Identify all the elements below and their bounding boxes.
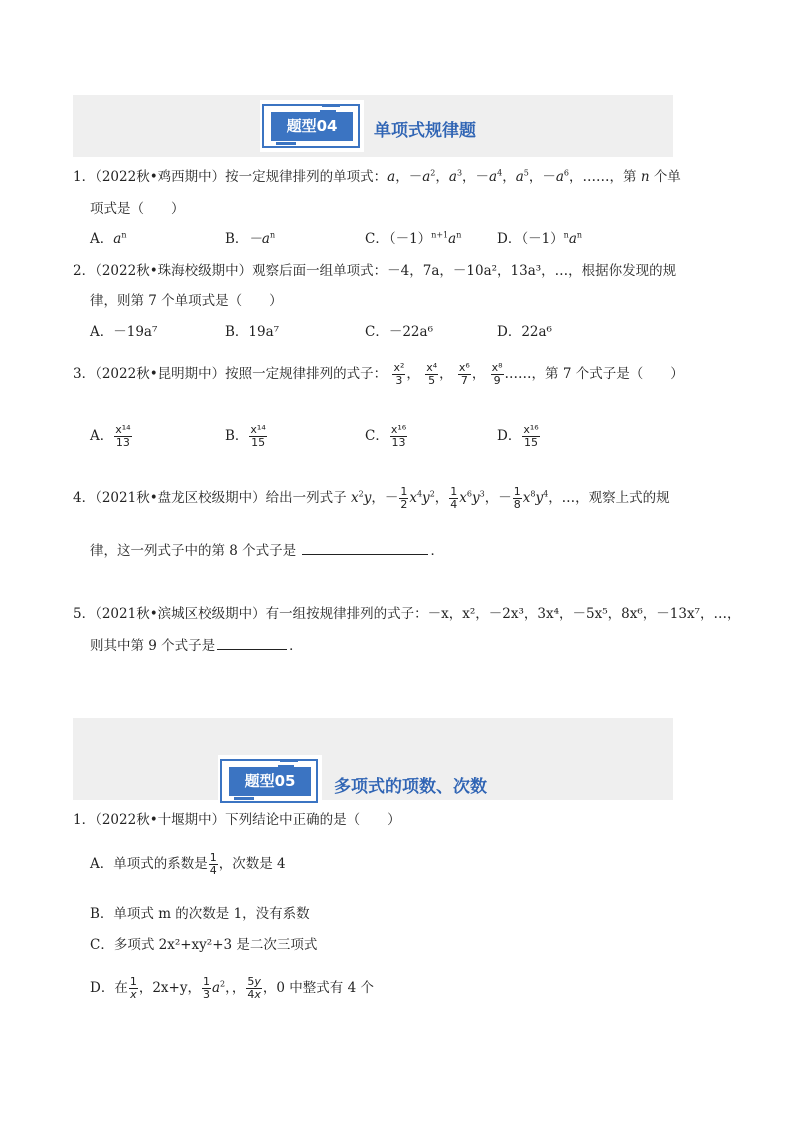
s04-q3-option-d: D． $\frac{\text{x¹⁶}}{15}$ [497, 423, 539, 449]
s04-q2-option-d: D．22a⁶ [497, 324, 552, 340]
s05-q1-option-d: D．在 $\frac{1}{x}$ ，2x+y， $\frac{1}{3}$ $a^2$，， $\frac{5y}{4x}$ ，0 中整式有 4 个 [90, 975, 374, 1001]
s05-q1-line1: 1．（2022秋•十堰期中）下列结论中正确的是（ ） [73, 812, 401, 828]
s04-q1-option-b: B．$-a^n$ [225, 230, 276, 247]
section-05-title: 多项式的项数、次数 [334, 777, 487, 797]
s04-q1-option-d: D．$(-1)^na^n$ [497, 230, 583, 247]
question-number: 1． [73, 169, 96, 185]
seq-fraction: $\frac{\text{x²}}{3}$ [393, 361, 405, 387]
s04-q1-line2: 项式是（ ） [90, 201, 185, 217]
s04-q3-line1: 3．（2022秋•昆明期中）按照一定规律排列的式子： $\frac{\text{x²}}{3}$ ， $\frac{\text{x⁴}}{5}$ ， $\frac{\text{x⁶}}{7}$ ， $\frac{\text{x⁸}}{9}$ ……，第 7 个式子是（ ） [73, 361, 684, 387]
section-04-header [73, 95, 673, 157]
section-04-title: 单项式规律题 [374, 121, 476, 141]
answer-blank[interactable] [302, 553, 428, 555]
s04-q2-line1: 2．（2022秋•珠海校级期中）观察后面一组单项式：－4，7a，－10a²，13a³，…，根据你发现的规 [73, 263, 677, 279]
s04-q1-option-c: C．$(-1)^{n+1}a^n$ [365, 230, 462, 247]
s05-q1-option-a: A．单项式的系数是 $\frac{1}{4}$ ，次数是 4 [90, 851, 286, 877]
s04-q1-option-a: A．$a^n$ [90, 230, 127, 247]
s04-q5-line2: 则其中第 9 个式子是 ． [90, 638, 303, 654]
s05-q1-option-c: C．多项式 2x²+xy²+3 是二次三项式 [90, 937, 318, 953]
seq-fraction: $\frac{\text{x⁶}}{7}$ [458, 361, 470, 387]
s04-q3-option-c: C． $\frac{\text{x¹⁶}}{13}$ [365, 423, 407, 449]
s04-q1-line1: 1．（2022秋•鸡西期中）按一定规律排列的单项式：a，$-a^2$，$a^3$，$-a^4$，$a^5$，$-a^6$，……，第 n 个单 [73, 168, 681, 185]
question-source: （2022秋•鸡西期中） [95, 169, 226, 185]
section-05-badge [218, 755, 322, 807]
section-05-badge-label: 题型05 [229, 767, 311, 796]
seq-fraction: $\frac{\text{x⁸}}{9}$ [491, 361, 503, 387]
seq-fraction: $\frac{\text{x⁴}}{5}$ [426, 361, 438, 387]
s04-q4-line2: 律，这一列式子中的第 8 个式子是 ． [90, 543, 444, 559]
answer-blank[interactable] [217, 648, 287, 650]
s04-q2-option-b: B．19a⁷ [225, 324, 280, 340]
s04-q3-option-a: A． $\frac{\text{x¹⁴}}{13}$ [90, 423, 131, 449]
section-04-badge [260, 100, 364, 152]
s04-q5-line1: 5．（2021秋•滨城区校级期中）有一组按规律排列的式子：－x，x²，－2x³，3x⁴，－5x⁵，8x⁶，－13x⁷，…， [73, 606, 741, 622]
s04-q2-option-c: C．－22a⁶ [365, 324, 433, 340]
section-04-badge-label: 题型04 [271, 112, 353, 141]
s04-q2-line2: 律，则第 7 个单项式是（ ） [90, 293, 283, 309]
s05-q1-option-b: B．单项式 m 的次数是 1，没有系数 [90, 906, 310, 922]
s04-q3-option-b: B． $\frac{\text{x¹⁴}}{15}$ [225, 423, 266, 449]
s04-q4-line1: 4．（2021秋•盘龙区校级期中）给出一列式子 $x^2y$，－ $\frac{1}{2}$ $x^4y^2$， $\frac{1}{4}$ $x^6y^3$，－ $\frac{1}{8}$ $x^8y^4$，…，观察上式的规 [73, 485, 670, 511]
s04-q2-option-a: A．－19a⁷ [90, 324, 158, 340]
